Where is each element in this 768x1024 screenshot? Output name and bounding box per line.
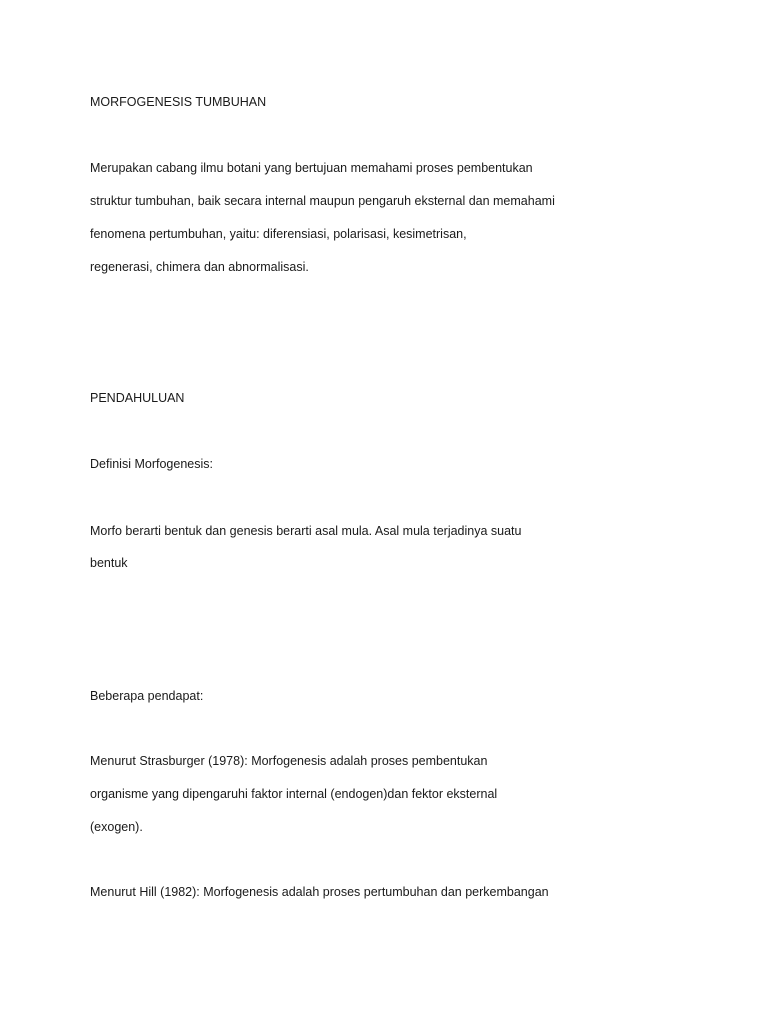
hill-line: Menurut Hill (1982): Morfogenesis adalah proses pertumbuhan dan perkembangan [90, 885, 549, 899]
intro-line: struktur tumbuhan, baik secara internal maupun pengaruh eksternal dan memahami [90, 194, 555, 208]
intro-line: fenomena pertumbuhan, yaitu: diferensiasi, polarisasi, kesimetrisan, [90, 227, 467, 241]
strasburger-line: organisme yang dipengaruhi faktor internal (endogen)dan fektor eksternal [90, 787, 498, 801]
intro-line: regenerasi, chimera dan abnormalisasi. [90, 260, 309, 274]
definition-line: Morfo berarti bentuk dan genesis berarti asal mula. Asal mula terjadinya suatu [90, 524, 522, 538]
section-heading: PENDAHULUAN [90, 391, 185, 405]
opinions-heading: Beberapa pendapat: [90, 689, 204, 703]
definition-heading: Definisi Morfogenesis: [90, 457, 213, 471]
definition-line: bentuk [90, 556, 128, 570]
strasburger-line: Menurut Strasburger (1978): Morfogenesis adalah proses pembentukan [90, 754, 488, 768]
document-title: MORFOGENESIS TUMBUHAN [90, 95, 267, 109]
strasburger-line: (exogen). [90, 820, 143, 834]
intro-line: Merupakan cabang ilmu botani yang bertujuan memahami proses pembentukan [90, 161, 533, 175]
